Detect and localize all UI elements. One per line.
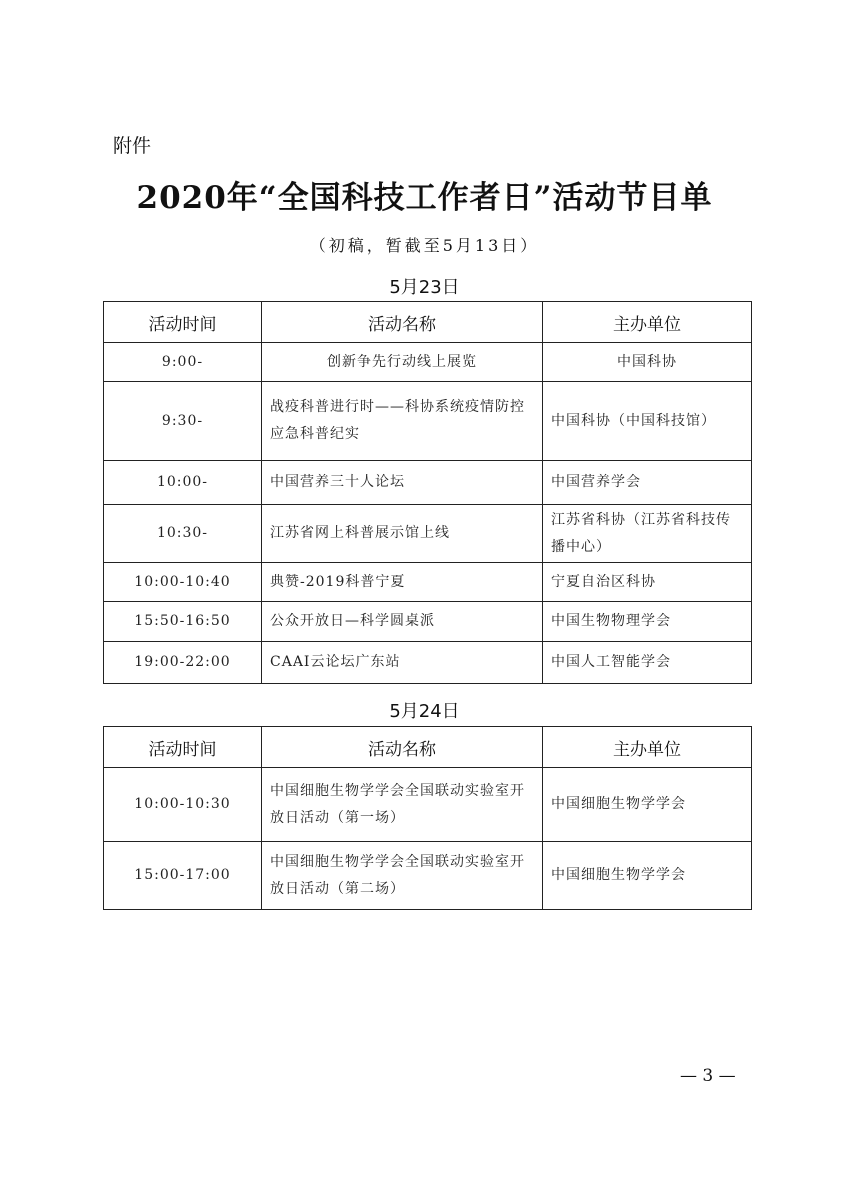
table-row <box>104 461 752 505</box>
cell-name: 中国营养三十人论坛 <box>262 461 543 505</box>
cell-name: 公众开放日—科学圆桌派 <box>262 602 543 642</box>
table-row <box>104 842 752 910</box>
cell-name: CAAI云论坛广东站 <box>262 642 543 684</box>
table-row <box>104 768 752 842</box>
schedule-table-day2 <box>103 726 752 910</box>
header-time: 活动时间 <box>104 727 262 768</box>
table-row <box>104 602 752 642</box>
cell-time: 9:30- <box>104 382 262 461</box>
cell-time: 10:00-10:40 <box>104 563 262 602</box>
page-title: 2020年“全国科技工作者日”活动节目单 <box>136 180 713 216</box>
table-row <box>104 563 752 602</box>
table-row <box>104 642 752 684</box>
attachment-label: 附件 <box>113 135 152 157</box>
cell-org: 中国人工智能学会 <box>543 642 752 684</box>
cell-time: 10:00- <box>104 461 262 505</box>
page-subtitle: （初稿，暂截至5月13日） <box>309 236 540 255</box>
schedule-table-day1 <box>103 301 752 684</box>
cell-name: 江苏省网上科普展示馆上线 <box>262 505 543 563</box>
cell-name: 中国细胞生物学学会全国联动实验室开放日活动（第二场） <box>262 842 543 910</box>
page-number: — 3 — <box>680 1066 736 1086</box>
cell-org: 中国细胞生物学学会 <box>543 768 752 842</box>
header-org: 主办单位 <box>543 727 752 768</box>
cell-org: 中国生物物理学会 <box>543 602 752 642</box>
header-org: 主办单位 <box>543 302 752 343</box>
cell-org: 中国细胞生物学学会 <box>543 842 752 910</box>
cell-name: 创新争先行动线上展览 <box>262 343 543 382</box>
cell-name: 中国细胞生物学学会全国联动实验室开放日活动（第一场） <box>262 768 543 842</box>
cell-time: 15:00-17:00 <box>104 842 262 910</box>
table-row <box>104 343 752 382</box>
cell-time: 10:00-10:30 <box>104 768 262 842</box>
cell-time: 9:00- <box>104 343 262 382</box>
table-header-row <box>104 302 752 343</box>
cell-time: 15:50-16:50 <box>104 602 262 642</box>
table-header-row <box>104 727 752 768</box>
cell-org: 中国科协 <box>543 343 752 382</box>
cell-name: 典赞-2019科普宁夏 <box>262 563 543 602</box>
header-name: 活动名称 <box>262 302 543 343</box>
cell-org: 江苏省科协（江苏省科技传播中心） <box>543 505 752 563</box>
cell-org: 中国科协（中国科技馆） <box>543 382 752 461</box>
cell-org: 宁夏自治区科协 <box>543 563 752 602</box>
day-heading-2: 5月24日 <box>389 701 460 722</box>
cell-time: 10:30- <box>104 505 262 563</box>
table-row <box>104 505 752 563</box>
header-time: 活动时间 <box>104 302 262 343</box>
day-heading-1: 5月23日 <box>389 277 460 298</box>
cell-time: 19:00-22:00 <box>104 642 262 684</box>
header-name: 活动名称 <box>262 727 543 768</box>
cell-org: 中国营养学会 <box>543 461 752 505</box>
table-row <box>104 382 752 461</box>
cell-name: 战疫科普进行时——科协系统疫情防控应急科普纪实 <box>262 382 543 461</box>
